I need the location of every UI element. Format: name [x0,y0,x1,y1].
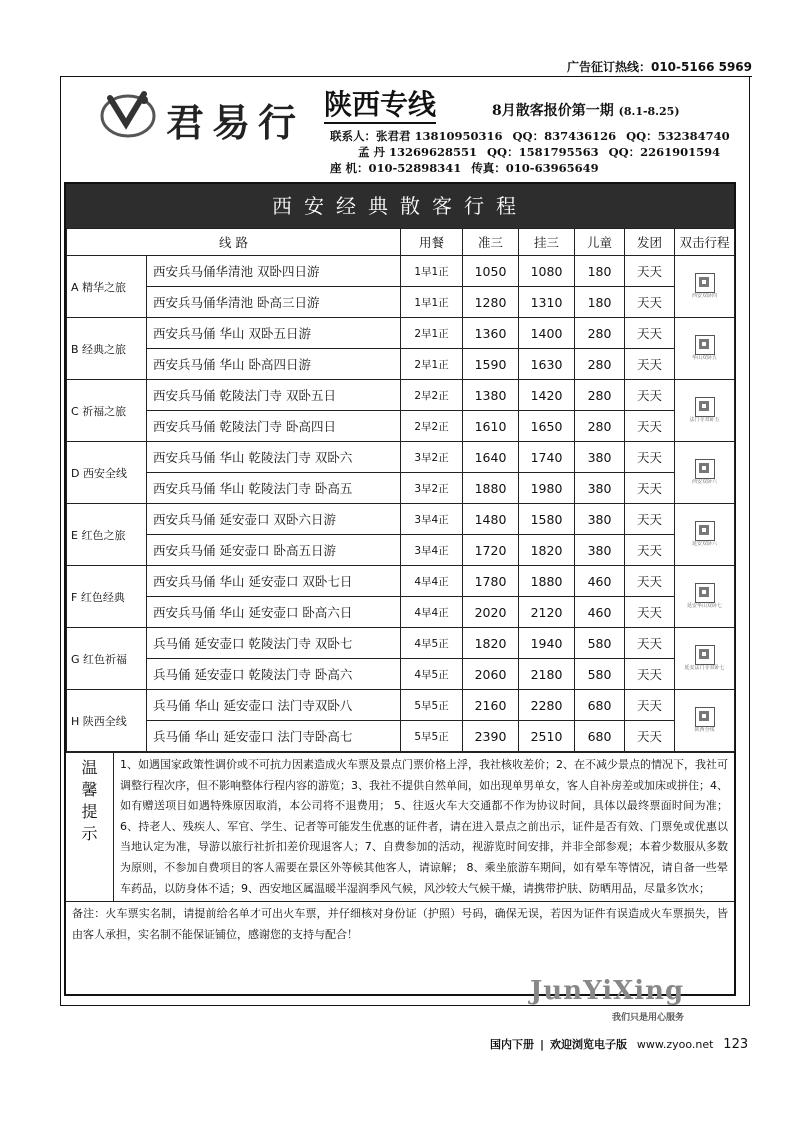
departure: 天天 [625,597,675,628]
table-row [67,721,735,752]
price-child: 280 [575,349,625,380]
price-standard: 1480 [463,504,519,535]
departure: 天天 [625,628,675,659]
meal-plan: 5早5正 [401,721,463,752]
price-standard: 1720 [463,535,519,566]
route-name: 西安兵马俑华清池 卧高三日游 [147,287,401,318]
table-header-row [67,229,735,256]
price-rated: 1400 [519,318,575,349]
price-standard: 1380 [463,380,519,411]
table-row [67,628,735,659]
price-standard: 1050 [463,256,519,287]
route-group-name: B 经典之旅 [67,318,147,380]
contact-item: QQ：532384740 [626,129,730,143]
route-name: 西安兵马俑 华山 乾陵法门寺 双卧六 [147,442,401,473]
itinerary-link[interactable] [675,504,735,566]
notice-section [66,752,734,901]
notice-label-char: 温 [81,758,98,777]
price-standard: 1820 [463,628,519,659]
column-header: 线 路 [67,229,401,256]
notice-label-char: 提 [81,802,98,821]
table-row [67,659,735,690]
meal-plan: 4早5正 [401,628,463,659]
page-number: 123 [723,1037,749,1052]
meal-plan: 2早2正 [401,411,463,442]
table-row [67,349,735,380]
route-name: 西安兵马俑华清池 双卧四日游 [147,256,401,287]
itinerary-link[interactable] [675,442,735,504]
route-name: 西安兵马俑 乾陵法门寺 双卧五日 [147,380,401,411]
footer-site-link[interactable]: www.zyoo.net [636,1038,714,1051]
itinerary-link[interactable] [675,690,735,752]
table-title: 西安经典散客行程 [66,184,734,228]
route-group-name: H 陕西全线 [67,690,147,752]
contact-row [330,160,740,176]
route-group-name: D 西安全线 [67,442,147,504]
meal-plan: 1早1正 [401,256,463,287]
price-child: 380 [575,442,625,473]
contact-item: QQ：837436126 [512,129,617,143]
itinerary-caption: 华山双卧五 [692,355,718,361]
route-name: 西安兵马俑 延安壶口 卧高五日游 [147,535,401,566]
price-rated: 2510 [519,721,575,752]
meal-plan: 1早1正 [401,287,463,318]
notice-label [66,753,114,901]
itinerary-qr-icon[interactable] [695,397,715,417]
meal-plan: 2早2正 [401,380,463,411]
table-row [67,287,735,318]
notice-text: 1、如遇国家政策性调价或不可抗力因素造成火车票及景点门票价格上浮，我社核收差价；2、在不减少景点的情况下，我社可调整行程次序，但不影响整体行程内容的游览；3、我社不提供自然单间，如出现单男单女，客人自补房差或加床或拼住；4、如有赠送项目如遇特殊原因取消，本公司将不退费用； 5、往返火车大交通都不作为协议时间，具体以最终票面时间为准；6、持老人、残疾人、军官、学生、记者等可能发生优惠的证件者，请在进入景点之前出示，证件是否有效、门票免或优惠以当地认定为准，导游以旅行社折扣差价现退客人；7、自费参加的活动，视游览时间安排，并非全部参观；本着少数服从多数为原则，不参加自费项目的客人需要在景区外等候其他客人，请谅解； 8、乘坐旅游车期间，如有晕车等情况，请自备一些晕车药品，以防身体不适；9、西安地区属温暖半湿润季风气候，风沙较大气候干燥，请携带护肤、防晒用品，尽量多饮水； [120,758,728,895]
meal-plan: 2早1正 [401,318,463,349]
price-standard: 1880 [463,473,519,504]
price-standard: 2020 [463,597,519,628]
table-row [67,380,735,411]
route-name: 西安兵马俑 华山 卧高四日游 [147,349,401,380]
itinerary-caption: 西安双卧四 [692,293,718,299]
departure: 天天 [625,256,675,287]
price-child: 580 [575,659,625,690]
meal-plan: 3早2正 [401,473,463,504]
price-child: 180 [575,256,625,287]
page-footer [490,1036,748,1052]
departure: 天天 [625,690,675,721]
price-standard: 2390 [463,721,519,752]
price-rated: 1080 [519,256,575,287]
departure: 天天 [625,535,675,566]
table-row [67,597,735,628]
price-standard: 1280 [463,287,519,318]
departure: 天天 [625,659,675,690]
departure: 天天 [625,473,675,504]
price-child: 680 [575,721,625,752]
table-row [67,442,735,473]
itinerary-qr-icon[interactable] [695,273,715,293]
route-group-name: F 红色经典 [67,566,147,628]
subtitle-text: 8月散客报价第一期 [492,103,614,119]
meal-plan: 4早4正 [401,566,463,597]
notice-label-char: 馨 [81,780,98,799]
footer-middle: 欢迎浏览电子版 [550,1038,628,1051]
route-name: 西安兵马俑 延安壶口 双卧六日游 [147,504,401,535]
departure: 天天 [625,318,675,349]
price-rated: 1420 [519,380,575,411]
column-header: 双击行程 [675,229,735,256]
meal-plan: 3早4正 [401,504,463,535]
contact-item: 座 机：010-52898341 [330,161,462,175]
table-row [67,535,735,566]
departure: 天天 [625,721,675,752]
itinerary-caption: 延安双卧六 [692,541,718,547]
column-header: 儿童 [575,229,625,256]
itinerary-link[interactable] [675,566,735,628]
itinerary-qr-icon[interactable] [695,459,715,479]
departure: 天天 [625,566,675,597]
column-header: 准三 [463,229,519,256]
table-row [67,566,735,597]
contact-item: 传真：010-63965649 [471,161,599,175]
contact-item: QQ：2261901594 [608,145,721,159]
route-group-name: E 红色之旅 [67,504,147,566]
route-name: 西安兵马俑 华山 延安壶口 双卧七日 [147,566,401,597]
price-child: 460 [575,597,625,628]
departure: 天天 [625,411,675,442]
itinerary-caption: 陕西全线 [694,727,715,733]
meal-plan: 4早4正 [401,597,463,628]
ad-hotline: 广告征订热线：010-5166 5969 [566,60,752,74]
price-standard: 2060 [463,659,519,690]
route-name: 西安兵马俑 华山 乾陵法门寺 卧高五 [147,473,401,504]
departure: 天天 [625,442,675,473]
route-name: 兵马俑 延安壶口 乾陵法门寺 双卧七 [147,628,401,659]
price-standard: 1780 [463,566,519,597]
price-rated: 1940 [519,628,575,659]
table-row [67,411,735,442]
route-group-name: A 精华之旅 [67,256,147,318]
price-child: 280 [575,318,625,349]
table-row [67,256,735,287]
price-child: 380 [575,504,625,535]
itinerary-qr-icon[interactable] [695,707,715,727]
departure: 天天 [625,380,675,411]
junyixing-logo: JunYiXing [530,976,685,1006]
column-header: 用餐 [401,229,463,256]
itinerary-caption: 西安双卧六 [692,479,718,485]
price-table [66,228,735,752]
route-name: 西安兵马俑 乾陵法门寺 卧高四日 [147,411,401,442]
price-rated: 1980 [519,473,575,504]
price-child: 280 [575,380,625,411]
table-row [67,690,735,721]
route-group-name: C 祈福之旅 [67,380,147,442]
price-rated: 2180 [519,659,575,690]
itinerary-link[interactable] [675,318,735,380]
table-row [67,504,735,535]
route-name: 西安兵马俑 华山 双卧五日游 [147,318,401,349]
date-range: (8.1-8.25) [618,105,680,118]
route-group-name: G 红色祈福 [67,628,147,690]
remark-text: 备注：火车票实名制，请提前给名单才可出火车票，并仔细核对身份证（护照）号码，确保无误，若因为证件有误造成火车票损失，皆由客人承担，实名制不能保证铺位，感谢您的支持与配合！ [66,901,734,947]
footer-separator: | [540,1038,545,1051]
price-rated: 1580 [519,504,575,535]
page-subtitle [492,100,680,120]
contact-row [330,144,740,160]
column-header: 发团 [625,229,675,256]
route-name: 兵马俑 华山 延安壶口 法门寺双卧八 [147,690,401,721]
brand-slogan: 我们只是用心服务 [612,1013,685,1023]
brand-logo-text: 君易行 [166,100,305,145]
table-row [67,318,735,349]
itinerary-qr-icon[interactable] [695,521,715,541]
itinerary-caption: 法门寺双卧五 [689,417,720,423]
meal-plan: 4早5正 [401,659,463,690]
price-rated: 2120 [519,597,575,628]
price-standard: 1610 [463,411,519,442]
price-child: 280 [575,411,625,442]
route-name: 西安兵马俑 华山 延安壶口 卧高六日 [147,597,401,628]
price-child: 680 [575,690,625,721]
itinerary-caption: 延安法门寺双卧七 [684,665,725,671]
price-rated: 1650 [519,411,575,442]
itinerary-qr-icon[interactable] [695,645,715,665]
contact-item: QQ：1581795563 [487,145,599,159]
contact-block [330,128,740,176]
price-standard: 2160 [463,690,519,721]
contact-item: 联系人：张君君 13810950316 [330,129,503,143]
price-child: 380 [575,535,625,566]
price-child: 460 [575,566,625,597]
route-name: 兵马俑 华山 延安壶口 法门寺卧高七 [147,721,401,752]
price-rated: 1880 [519,566,575,597]
price-child: 580 [575,628,625,659]
price-rated: 2280 [519,690,575,721]
itinerary-link[interactable] [675,380,735,442]
price-child: 180 [575,287,625,318]
meal-plan: 3早4正 [401,535,463,566]
price-rated: 1740 [519,442,575,473]
price-standard: 1640 [463,442,519,473]
itinerary-link[interactable] [675,628,735,690]
departure: 天天 [625,349,675,380]
page-title: 陕西专线 [324,88,436,124]
price-child: 380 [575,473,625,504]
contact-row [330,128,740,144]
brand-logo-icon [100,88,160,140]
footer-section: 国内下册 [490,1038,534,1051]
meal-plan: 3早2正 [401,442,463,473]
departure: 天天 [625,504,675,535]
route-name: 兵马俑 延安壶口 乾陵法门寺 卧高六 [147,659,401,690]
itinerary-qr-icon[interactable] [695,583,715,603]
contact-item: 孟 丹 13269628551 [358,145,478,159]
price-rated: 1820 [519,535,575,566]
price-rated: 1310 [519,287,575,318]
meal-plan: 2早1正 [401,349,463,380]
meal-plan: 5早5正 [401,690,463,721]
table-row [67,473,735,504]
departure: 天天 [625,287,675,318]
column-header: 挂三 [519,229,575,256]
price-rated: 1630 [519,349,575,380]
notice-label-char: 示 [81,824,98,843]
price-standard: 1360 [463,318,519,349]
price-standard: 1590 [463,349,519,380]
itinerary-link[interactable] [675,256,735,318]
itinerary-caption: 延安华山双卧七 [687,603,723,609]
itinerary-qr-icon[interactable] [695,335,715,355]
price-table-container [64,182,736,996]
